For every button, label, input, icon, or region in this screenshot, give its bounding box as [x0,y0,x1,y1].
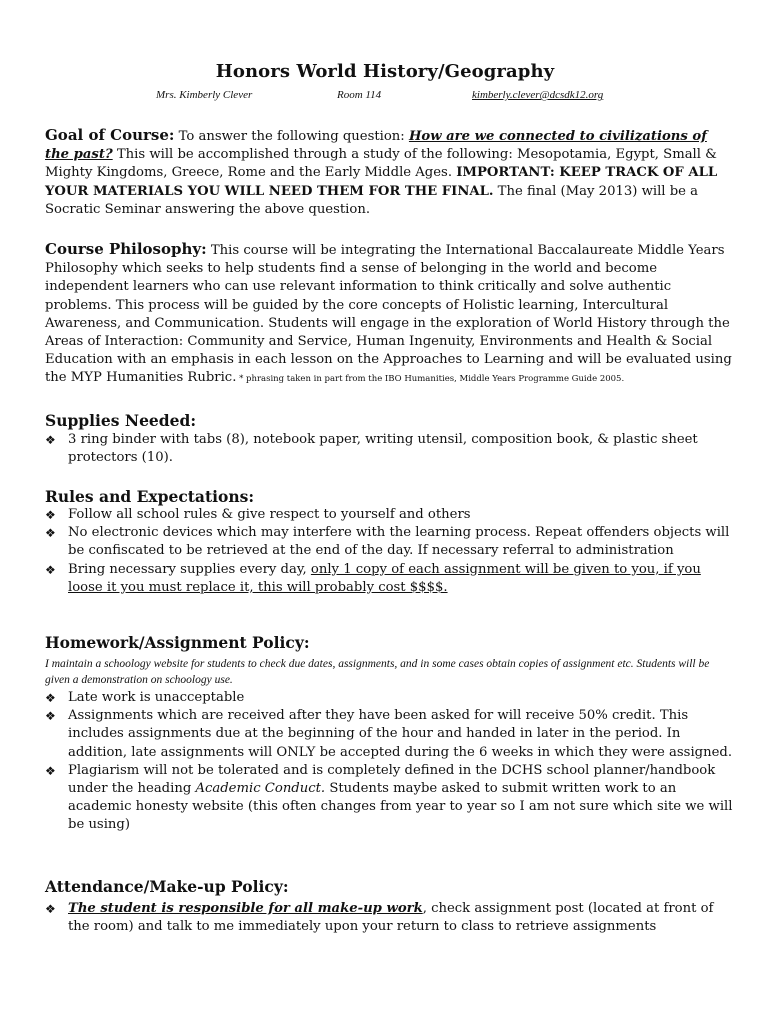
goal-heading: Goal of Course: [45,126,175,144]
goal-important: IMPORTANT: KEEP TRACK OF ALL YOUR MATERIALS YOU WILL NEED THEM FOR THE FINAL. [45,165,718,199]
philosophy-text: This course will be integrating the International Baccalaureate Middle Years Philosophy which seeks to help students find a sense of belonging in the world and become independent learners who can use relevant information to think critically and solve authentic problems. This process will be guided by the core concepts of Holistic learning, Intercultural Awareness, and Communication. Students will engage in the exploration of World History through the Areas of Interaction: Community and Service, Human Ingenuity, Environments and Health & Social Education with an emphasis in each lesson on the Approaches to Learning and will be evaluated using the MYP Humanities Rubric. [45,243,732,386]
bullet-icon: ❖ [45,562,56,577]
goal-intro: To answer the following question: [174,129,409,144]
bullet-icon: ❖ [45,526,56,541]
bullet-icon: ❖ [45,709,56,724]
list-item: ❖ Late work is unacceptable [45,689,735,707]
list-item: ❖ The student is responsible for all make-up work, check assignment post (located at front of the room) and talk to me immediately upon your return to class to retrieve assignments [45,901,714,935]
philosophy-citation: * phrasing taken in part from the IBO Humanities, Middle Years Programme Guide 2005. [236,374,625,385]
goal-question: How are we connected to civilizations of the past? [45,129,707,163]
homework-list [45,689,735,835]
bullet-icon: ❖ [45,763,56,778]
room-number: Room 114 [337,89,382,101]
bullet-icon: ❖ [45,691,56,705]
page-title: Honors World History/Geography [215,61,555,82]
attendance-list [45,900,735,936]
homework-heading: Homework/Assignment Policy: [45,633,310,652]
goal-text: This will be accomplished through a study of the following: Mesopotamia, Egypt, Small & Mighty Kingdoms, Greece, Rome and the Early Middle Ages. [45,147,717,181]
bullet-icon: ❖ [45,508,56,522]
philosophy-heading: Course Philosophy: [45,240,207,258]
goal-section [45,126,735,219]
bullet-icon: ❖ [45,902,56,916]
list-item: ❖ Plagiarism will not be tolerated and is completely defined in the DCHS school planner/handbook under the heading Academic Conduct. Students maybe asked to submit written work to an academic honesty website (this often changes from year to year so I am not sure which site we will be using) [45,762,733,833]
supplies-list [45,431,735,467]
rules-list [45,506,735,597]
teacher-email-link[interactable]: kimberly.clever@dcsdk12.org [472,89,604,101]
teacher-name: Mrs. Kimberly Clever [156,89,253,101]
list-item: ❖ Follow all school rules & give respect to yourself and others [45,506,735,524]
supplies-heading: Supplies Needed: [45,411,197,430]
list-item: ❖ 3 ring binder with tabs (8), notebook paper, writing utensil, composition book, & plastic sheet protectors (10). [45,432,698,466]
philosophy-section [45,240,735,389]
bullet-icon: ❖ [45,433,56,447]
list-item: ❖ No electronic devices which may interfere with the learning process. Repeat offenders objects will be confiscated to be retrieved at the end of the day. If necessary referral to administration [45,525,730,559]
rules-heading: Rules and Expectations: [45,487,255,506]
attendance-heading: Attendance/Make-up Policy: [45,877,289,896]
homework-note: I maintain a schoology website for students to check due dates, assignments, and in some cases obtain copies of assignment etc. Students will be given a demonstration on schoology use. [45,658,710,686]
goal-final: The final (May 2013) will be a Socratic Seminar answering the above question. [45,183,699,217]
list-item: ❖ Bring necessary supplies every day, only 1 copy of each assignment will be given to you, if you loose it you must replace it, this will probably cost $$$$. [45,561,701,595]
list-item: ❖ Assignments which are received after they have been asked for will receive 50% credit. This includes assignments due at the beginning of the hour and handed in later in the period. In addition, late assignments will ONLY be accepted during the 6 weeks in which they were assigned. [45,708,733,760]
